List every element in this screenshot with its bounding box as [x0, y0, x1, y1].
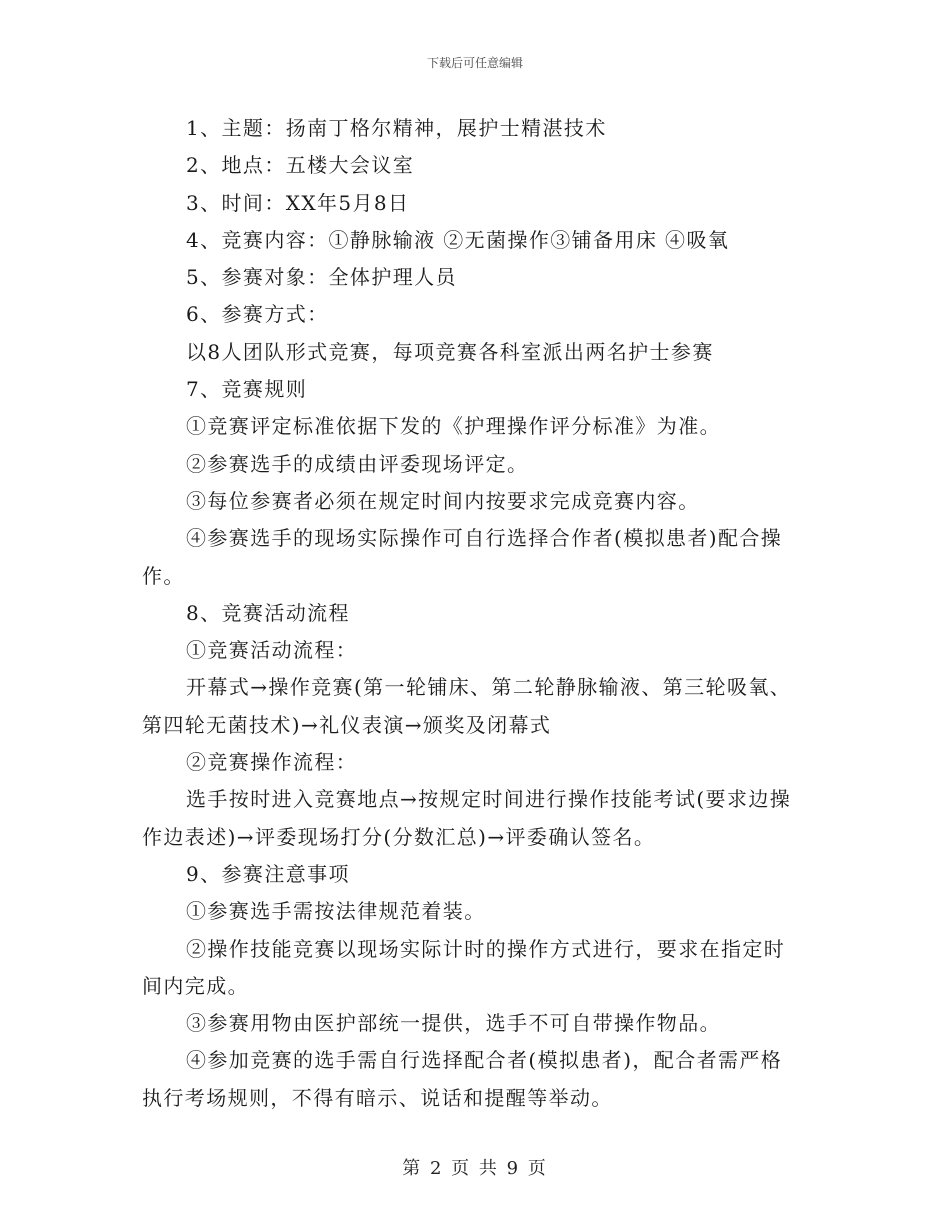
line-note-1: ①参赛选手需按法律规范着装。	[186, 899, 486, 924]
line-process-flow-1-cont: 第四轮无菌技术)→礼仪表演→颁奖及闭幕式	[142, 712, 552, 737]
line-notes-heading: 9、参赛注意事项	[186, 861, 350, 886]
document-body	[142, 110, 810, 1117]
line-rule-4: ④参赛选手的现场实际操作可自行选择合作者(模拟患者)配合操	[186, 526, 783, 551]
line-note-4: ④参加竞赛的选手需自行选择配合者(模拟患者)，配合者需严格	[186, 1048, 783, 1073]
line-method-heading: 6、参赛方式：	[186, 302, 329, 327]
page-footer: 第 2 页 共 9 页	[402, 1158, 548, 1179]
line-process-heading: 8、竞赛活动流程	[186, 600, 350, 625]
line-rule-3: ③每位参赛者必须在规定时间内按要求完成竞赛内容。	[186, 488, 700, 513]
page-header: 下载后可任意编辑	[426, 56, 523, 70]
line-time: 3、时间：XX年5月8日	[186, 190, 410, 215]
line-note-2: ②操作技能竞赛以现场实际计时的操作方式进行，要求在指定时	[186, 936, 786, 961]
line-process-sub-2: ②竞赛操作流程：	[186, 750, 358, 775]
line-process-flow-2: 选手按时进入竞赛地点→按规定时间进行操作技能考试(要求边操	[186, 787, 792, 812]
line-rule-2: ②参赛选手的成绩由评委现场评定。	[186, 451, 529, 476]
line-process-flow-2-cont: 作边表述)→评委现场打分(分数汇总)→评委确认签名。	[142, 824, 656, 849]
line-rule-1: ①竞赛评定标准依据下发的《护理操作评分标准》为准。	[186, 414, 721, 439]
line-rules-heading: 7、竞赛规则	[186, 377, 308, 402]
line-location: 2、地点：五楼大会议室	[186, 153, 415, 178]
line-process-flow-1: 开幕式→操作竞赛(第一轮铺床、第二轮静脉输液、第三轮吸氧、	[186, 675, 792, 700]
line-topic: 1、主题：扬南丁格尔精神，展护士精湛技术	[186, 116, 607, 140]
line-contest-content: 4、竞赛内容：①静脉输液 ②无菌操作③铺备用床 ④吸氧	[186, 227, 730, 252]
line-note-4-cont: 执行考场规则，不得有暗示、说话和提醒等举动。	[142, 1085, 613, 1110]
line-note-2-cont: 间内完成。	[142, 973, 249, 998]
line-process-sub-1: ①竞赛活动流程：	[186, 638, 358, 663]
line-note-3: ③参赛用物由医护部统一提供，选手不可自带操作物品。	[186, 1011, 721, 1036]
line-participants: 5、参赛对象：全体护理人员	[186, 265, 457, 290]
line-method-detail: 以8人团队形式竞赛，每项竞赛各科室派出两名护士参赛	[186, 339, 714, 364]
line-rule-4-cont: 作。	[142, 563, 185, 588]
